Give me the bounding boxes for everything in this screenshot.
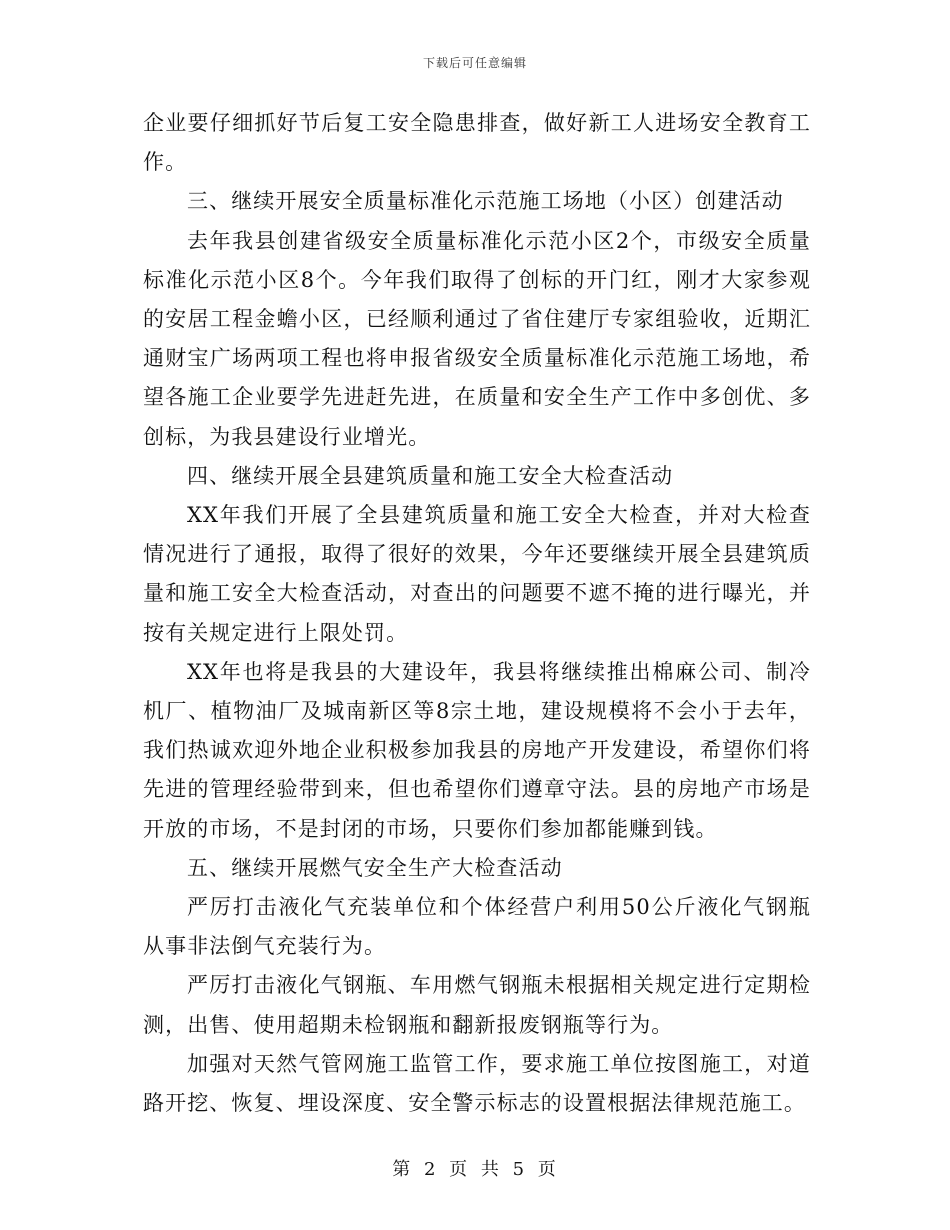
body-paragraph: XX年我们开展了全县建筑质量和施工安全大检查，并对大检查情况进行了通报，取得了很好的效果，今年还要继续开展全县建筑质量和施工安全大检查活动，对查出的问题要不遮不掩的进行曝光，并按有关规定进行上限处罚。 [143, 503, 811, 645]
page-header-note: 下载后可任意编辑 [422, 56, 527, 70]
body-paragraph-continuation: 企业要仔细抓好节后复工安全隐患排查，做好新工人进场安全教育工作。 [143, 111, 811, 175]
section-heading-4: 四、继续开展全县建筑质量和施工安全大检查活动 [187, 463, 674, 488]
body-paragraph: 去年我县创建省级安全质量标准化示范小区2个，市级安全质量标准化示范小区8个。今年我们取得了创标的开门红，刚才大家参观的安居工程金蟾小区，已经顺利通过了省住建厅专家组验收，近期汇通财宝广场两项工程也将申报省级安全质量标准化示范施工场地，希望各施工企业要学先进赶先进，在质量和安全生产工作中多创优、多创标，为我县建设行业增光。 [143, 228, 811, 449]
body-paragraph: 加强对天然气管网施工监管工作，要求施工单位按图施工，对道路开挖、恢复、埋设深度、安全警示标志的设置根据法律规范施工。 [143, 1051, 811, 1116]
page-number-footer: 第 2 页 共 5 页 [392, 1159, 558, 1180]
document-body [143, 104, 811, 1123]
section-heading-3: 三、继续开展安全质量标准化示范施工场地（小区）创建活动 [187, 189, 784, 214]
section-heading-5: 五、继续开展燃气安全生产大检查活动 [187, 855, 563, 880]
body-paragraph: 严厉打击液化气钢瓶、车用燃气钢瓶未根据相关规定进行定期检测，出售、使用超期未检钢瓶和翻新报废钢瓶等行为。 [143, 973, 811, 1037]
body-paragraph: 严厉打击液化气充装单位和个体经营户利用50公斤液化气钢瓶从事非法倒气充装行为。 [143, 895, 811, 959]
body-paragraph: XX年也将是我县的大建设年，我县将继续推出棉麻公司、制冷机厂、植物油厂及城南新区等8宗土地，建设规模将不会小于去年，我们热诚欢迎外地企业积极参加我县的房地产开发建设，希望你们将先进的管理经验带到来，但也希望你们遵章守法。县的房地产市场是开放的市场，不是封闭的市场，只要你们参加都能赚到钱。 [143, 659, 811, 841]
